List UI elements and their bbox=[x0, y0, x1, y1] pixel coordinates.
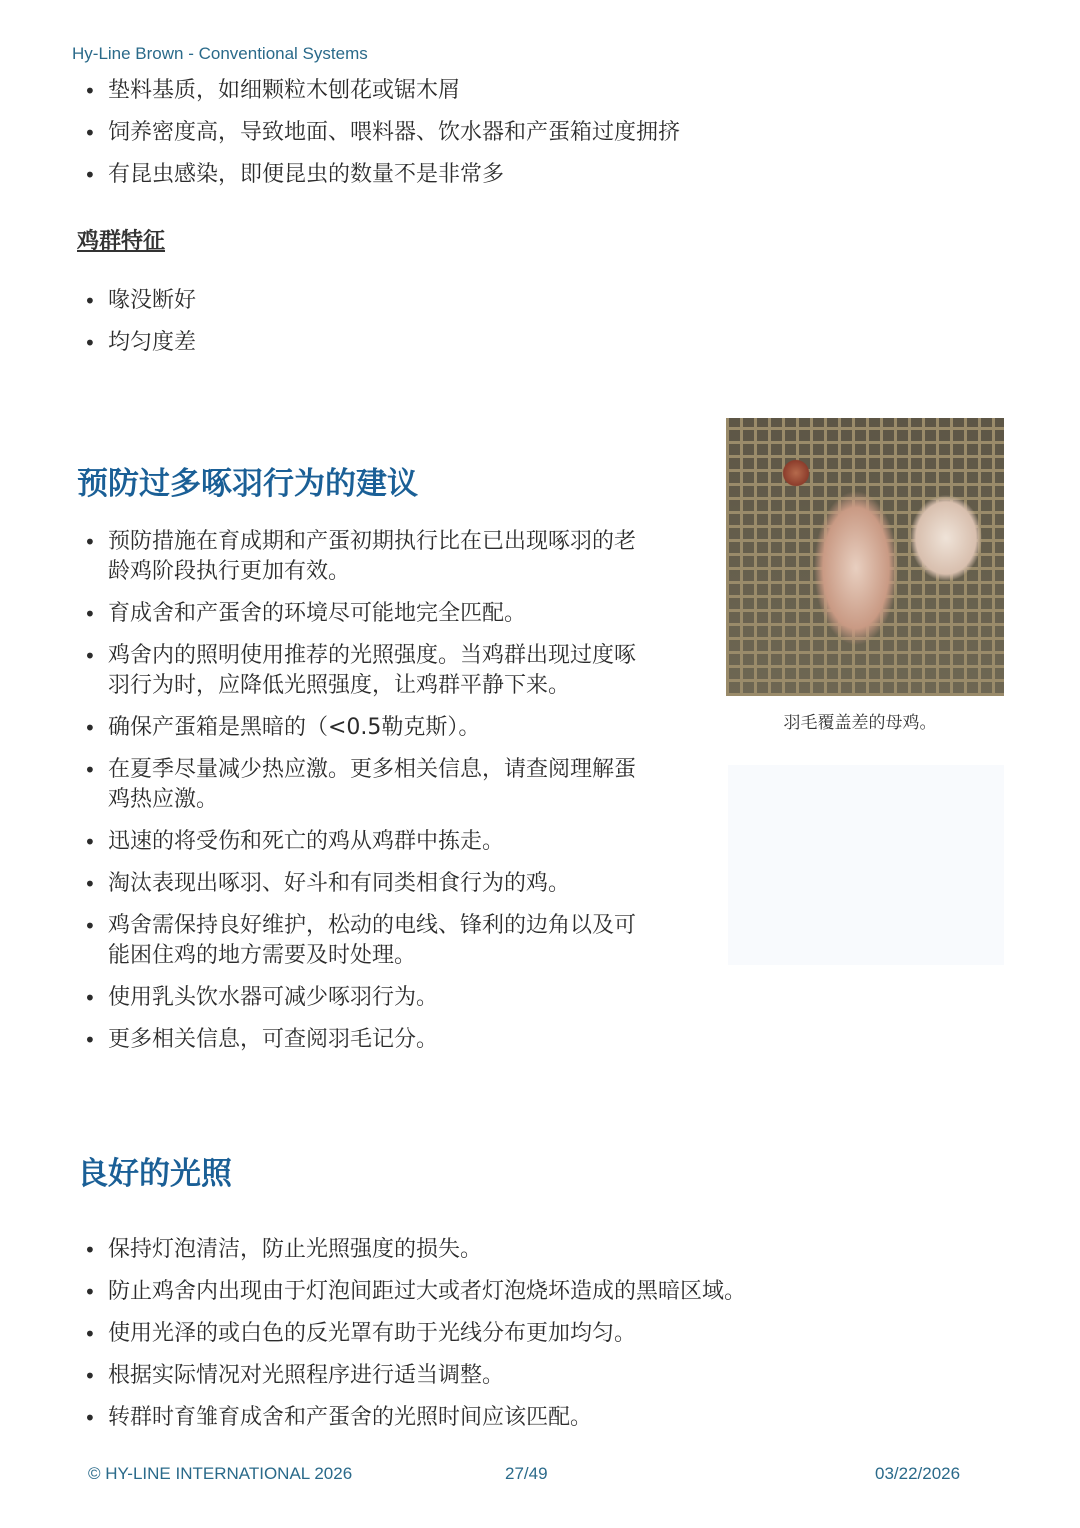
list-item: • 迅速的将受伤和死亡的鸡从鸡群中拣走。 bbox=[78, 827, 638, 857]
list-item: • 使用乳头饮水器可减少啄羽行为。 bbox=[78, 983, 638, 1013]
list-item: • 防止鸡舍内出现由于灯泡间距过大或者灯泡烧坏造成的黑暗区域。 bbox=[78, 1277, 746, 1307]
prevention-heading: 预防过多啄羽行为的建议 bbox=[77, 466, 418, 502]
list-item: • 在夏季尽量减少热应激。更多相关信息，请查阅理解蛋鸡热应激。 bbox=[78, 755, 638, 815]
list-item: • 确保产蛋箱是黑暗的（<0.5勒克斯）。 bbox=[78, 713, 638, 743]
list-item: • 鸡舍内的照明使用推荐的光照强度。当鸡群出现过度啄羽行为时，应降低光照强度，让鸡群平静下来。 bbox=[78, 641, 638, 701]
flock-list bbox=[78, 286, 196, 370]
lighting-heading: 良好的光照 bbox=[77, 1156, 232, 1192]
list-item: • 饲养密度高，导致地面、喂料器、饮水器和产蛋箱过度拥挤 bbox=[78, 118, 680, 148]
list-item: • 更多相关信息，可查阅羽毛记分。 bbox=[78, 1025, 638, 1055]
list-item: • 垫料基质，如细颗粒木刨花或锯木屑 bbox=[78, 76, 680, 106]
footer-date: 03/22/2026 bbox=[875, 1464, 961, 1483]
list-item: • 鸡舍需保持良好维护，松动的电线、锋利的边角以及可能困住鸡的地方需要及时处理。 bbox=[78, 911, 638, 971]
lighting-list bbox=[78, 1235, 746, 1445]
footer-page-number: 27/49 bbox=[505, 1464, 548, 1483]
list-item: • 有昆虫感染，即便昆虫的数量不是非常多 bbox=[78, 160, 680, 190]
flock-heading: 鸡群特征 bbox=[77, 229, 166, 254]
risk-factor-list bbox=[78, 76, 680, 202]
footer-copyright: © HY-LINE INTERNATIONAL 2026 bbox=[88, 1464, 353, 1483]
list-item: • 喙没断好 bbox=[78, 286, 196, 316]
list-item: • 转群时育雏育成舍和产蛋舍的光照时间应该匹配。 bbox=[78, 1403, 746, 1433]
list-item: • 保持灯泡清洁，防止光照强度的损失。 bbox=[78, 1235, 746, 1265]
list-item: • 均匀度差 bbox=[78, 328, 196, 358]
list-item: • 预防措施在育成期和产蛋初期执行比在已出现啄羽的老龄鸡阶段执行更加有效。 bbox=[78, 527, 638, 587]
document-header: Hy-Line Brown - Conventional Systems bbox=[72, 44, 368, 63]
prevention-list bbox=[78, 527, 638, 1067]
hen-photo bbox=[726, 418, 1004, 696]
list-item: • 使用光泽的或白色的反光罩有助于光线分布更加均匀。 bbox=[78, 1319, 746, 1349]
blank-figure-area bbox=[728, 765, 1004, 965]
list-item: • 淘汰表现出啄羽、好斗和有同类相食行为的鸡。 bbox=[78, 869, 638, 899]
list-item: • 育成舍和产蛋舍的环境尽可能地完全匹配。 bbox=[78, 599, 638, 629]
photo-caption: 羽毛覆盖差的母鸡。 bbox=[783, 713, 937, 733]
list-item: • 根据实际情况对光照程序进行适当调整。 bbox=[78, 1361, 746, 1391]
